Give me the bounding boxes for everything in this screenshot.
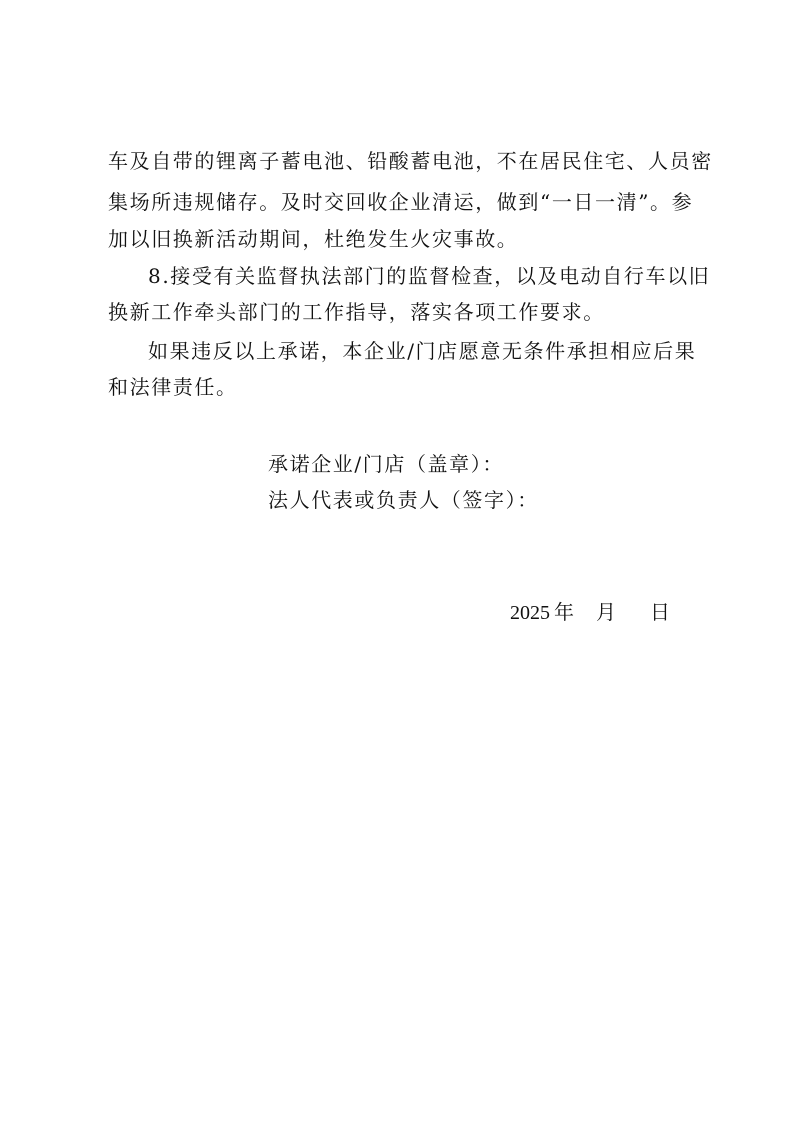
date-month-char: 月 [596,600,616,624]
item-8-line-1: 8.接受有关监督执法部门的监督检查，以及电动自行车以旧 [148,264,711,288]
closing-line-1: 如果违反以上承诺，本企业/门店愿意无条件承担相应后果 [148,339,697,363]
closing-line-2: 和法律责任。 [108,375,238,399]
item-8-line-2: 换新工作牵头部门的工作指导，落实各项工作要求。 [108,300,605,324]
paragraph-continuation-line-1: 车及自带的锂离子蓄电池、铅酸蓄电池，不在居民住宅、人员密 [108,149,713,173]
date-year-char: 年 [554,600,574,624]
paragraph-continuation-line-3: 加以旧换新活动期间，杜绝发生火灾事故。 [108,227,519,251]
representative-signature-label: 法人代表或负责人（签字）： [268,488,539,512]
date-year: 2025 [510,602,550,624]
date-line [510,598,670,627]
date-day-char: 日 [650,600,670,624]
paragraph-continuation-line-2: 集场所违规储存。及时交回收企业清运，做到“一日一清”。参 [108,190,694,214]
company-signature-label: 承诺企业/门店（盖章）： [268,452,504,476]
